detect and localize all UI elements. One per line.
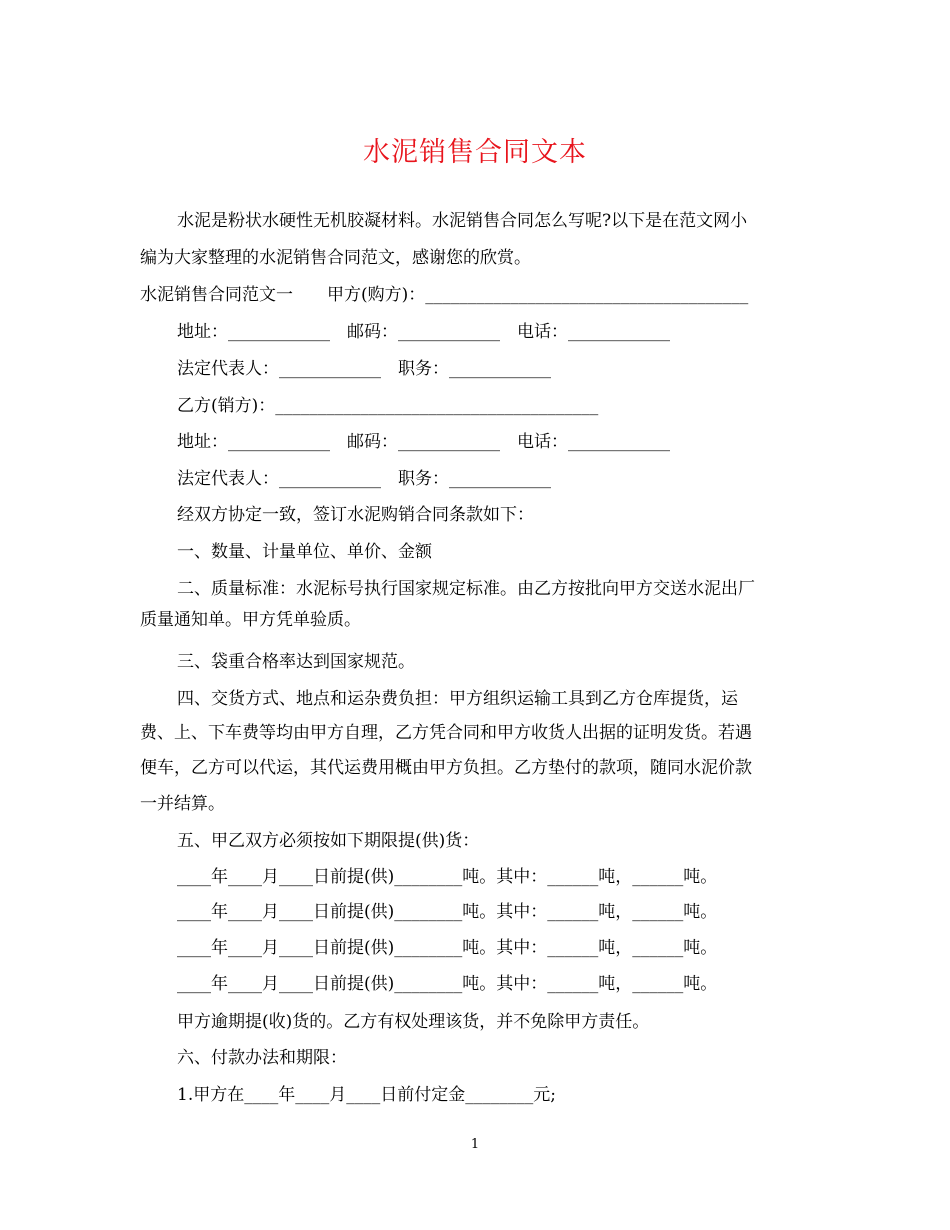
text-line: 一、数量、计量单位、单价、金额 (177, 542, 432, 562)
text-line: 三、袋重合格率达到国家规范。 (177, 652, 415, 672)
text-line: 1.甲方在____年____月____日前付定金________元; (177, 1085, 556, 1105)
text-line: 法定代表人：____________ 职务：____________ (177, 359, 551, 379)
text-line: ____年____月____日前提(供)________吨。其中：______吨，______吨。 (177, 867, 718, 887)
text-line: ____年____月____日前提(供)________吨。其中：______吨，______吨。 (177, 902, 718, 922)
document-title: 水泥销售合同文本 (363, 137, 587, 168)
text-line: 地址：____________ 邮码：____________ 电话：____________ (177, 322, 670, 342)
text-line: 一并结算。 (140, 794, 225, 814)
text-line: 费、上、下车费等均由甲方自理，乙方凭合同和甲方收货人出据的证明发货。若遇 (140, 723, 752, 743)
text-line: 六、付款办法和期限： (177, 1048, 347, 1068)
text-line: 甲方逾期提(收)货的。乙方有权处理该货，并不免除甲方责任。 (177, 1012, 650, 1032)
text-line: ____年____月____日前提(供)________吨。其中：______吨，______吨。 (177, 938, 718, 958)
text-line: 经双方协定一致，签订水泥购销合同条款如下： (177, 505, 534, 525)
text-line: 法定代表人：____________ 职务：____________ (177, 469, 551, 489)
page-number: 1 (470, 1137, 480, 1152)
text-line: 地址：____________ 邮码：____________ 电话：____________ (177, 432, 670, 452)
text-line: 水泥是粉状水硬性无机胶凝材料。水泥销售合同怎么写呢?以下是在范文网小 (177, 211, 748, 231)
text-line: 水泥销售合同范文一 甲方(购方)：______________________________________ (140, 285, 749, 305)
text-line: 五、甲乙双方必须按如下期限提(供)货： (177, 831, 480, 851)
text-line: ____年____月____日前提(供)________吨。其中：______吨，______吨。 (177, 974, 718, 994)
text-line: 二、质量标准：水泥标号执行国家规定标准。由乙方按批向甲方交送水泥出厂 (177, 579, 755, 599)
text-line: 便车，乙方可以代运，其代运费用概由甲方负担。乙方垫付的款项，随同水泥价款 (140, 758, 752, 778)
text-line: 编为大家整理的水泥销售合同范文，感谢您的欣赏。 (140, 248, 531, 268)
text-line: 质量通知单。甲方凭单验质。 (140, 610, 361, 630)
text-line: 四、交货方式、地点和运杂费负担：甲方组织运输工具到乙方仓库提货，运 (177, 689, 738, 709)
text-line: 乙方(销方)：______________________________________ (177, 396, 599, 416)
